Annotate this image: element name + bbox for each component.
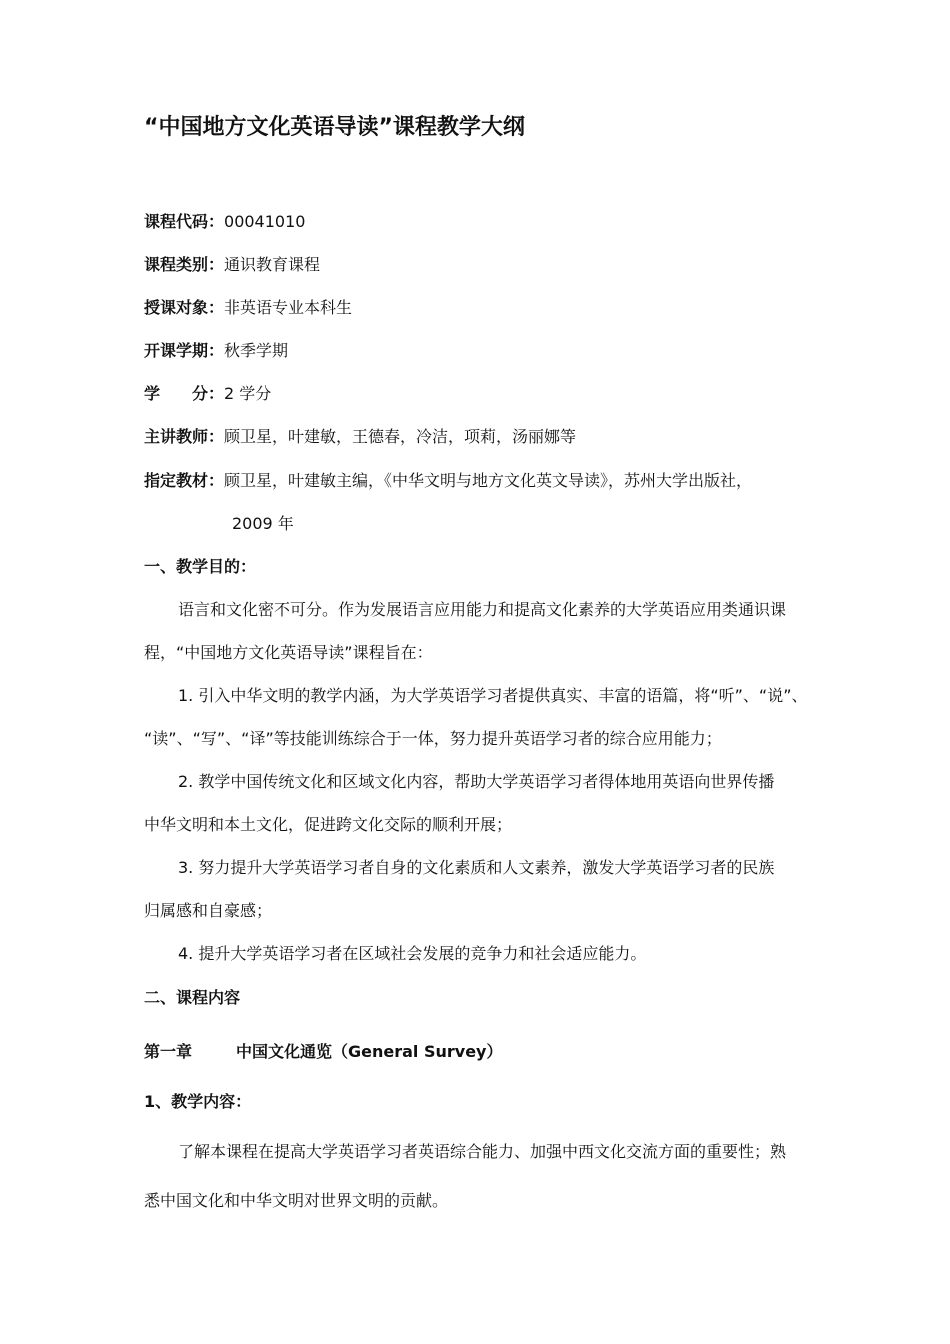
meta-label: 课程代码：: [144, 212, 225, 231]
objective-1-line-1: 1. 引入中华文明的教学内涵，为大学英语学习者提供真实、丰富的语篇，将“听”、“说”、: [178, 686, 808, 705]
objective-4-line-1: 4. 提升大学英语学习者在区域社会发展的竞争力和社会适应能力。: [178, 944, 647, 963]
objective-3-line-2: 归属感和自豪感；: [144, 901, 273, 920]
meta-value: 00041010: [224, 212, 306, 231]
meta-value: 通识教育课程: [224, 255, 321, 274]
meta-value: 顾卫星，叶建敏主编，《中华文明与地方文化英文导读》，苏州大学出版社，: [224, 471, 753, 490]
meta-semester: [144, 341, 288, 361]
objective-2-line-1: 2. 教学中国传统文化和区域文化内容，帮助大学英语学习者得体地用英语向世界传播: [178, 772, 775, 791]
meta-value: 顾卫星，叶建敏，王德春，冷洁，项莉，汤丽娜等: [224, 427, 577, 446]
meta-textbook: [144, 471, 752, 491]
objectives-intro-line-1: 语言和文化密不可分。作为发展语言应用能力和提高文化素养的大学英语应用类通识课: [178, 600, 787, 619]
section-heading-objectives: 一、教学目的：: [144, 557, 257, 576]
meta-instructors: [144, 427, 576, 447]
objectives-intro-line-2: 程，“中国地方文化英语导读”课程旨在：: [144, 643, 433, 662]
meta-label: 课程类别：: [144, 255, 225, 274]
meta-value: 秋季学期: [224, 341, 289, 360]
chapter-content-line-2: 悉中国文化和中华文明对世界文明的贡献。: [144, 1191, 449, 1210]
meta-value: 2 学分: [224, 384, 272, 403]
meta-credits: [144, 384, 271, 404]
meta-course-code: [144, 212, 305, 232]
subheading-teaching-content: 1、教学内容：: [144, 1092, 252, 1111]
meta-course-category: [144, 255, 320, 275]
chapter-title: 中国文化通览（General Survey）: [236, 1042, 503, 1061]
objective-2-line-2: 中华文明和本土文化，促进跨文化交际的顺利开展；: [144, 815, 513, 834]
objective-3-line-1: 3. 努力提升大学英语学习者自身的文化素质和人文素养，激发大学英语学习者的民族: [178, 858, 775, 877]
meta-label: 开课学期：: [144, 341, 225, 360]
page-title: “中国地方文化英语导读”课程教学大纲: [144, 115, 525, 140]
meta-label: 授课对象：: [144, 298, 225, 317]
textbook-year: 2009 年: [232, 514, 294, 533]
meta-label: 学 分：: [144, 384, 225, 403]
meta-label: 指定教材：: [144, 471, 225, 490]
meta-target-students: [144, 298, 352, 318]
chapter-number: 第一章: [144, 1042, 193, 1061]
meta-value: 非英语专业本科生: [224, 298, 353, 317]
meta-label: 主讲教师：: [144, 427, 225, 446]
objective-1-line-2: “读”、“写”、“译”等技能训练综合于一体，努力提升英语学习者的综合应用能力；: [144, 729, 722, 748]
section-heading-content: 二、课程内容: [144, 988, 241, 1007]
chapter-content-line-1: 了解本课程在提高大学英语学习者英语综合能力、加强中西文化交流方面的重要性；熟: [178, 1142, 787, 1161]
